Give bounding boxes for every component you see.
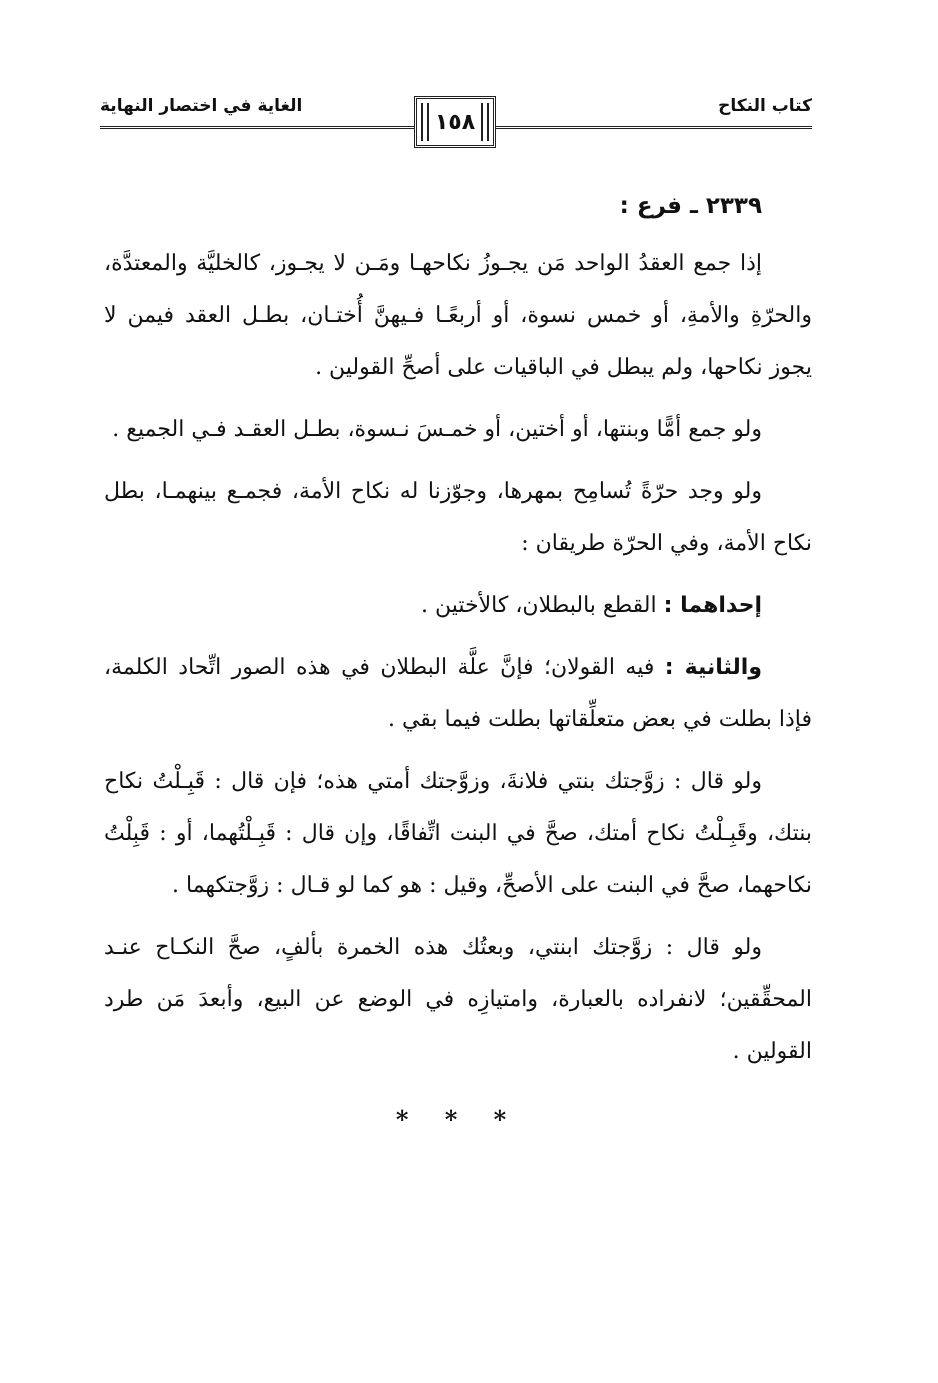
paragraph-lead: والثانية : <box>664 655 762 680</box>
paragraph-text: ولو جمع أمًّا وبنتها، أو أختين، أو خمـسَ نـسوة، بطـل العقـد فـي الجميع . <box>112 417 762 442</box>
page-body <box>104 180 812 1146</box>
paragraph-text: ولو قال : زوَّجتك بنتي فلانةَ، وزوَّجتك أمتي هذه؛ فإن قال : قَبِـلْتُ نكاح بنتك، وقَبِـلْتُ نكاح أمتك، صحَّ في البنت اتِّفاقًا، وإن قال : قَبِـلْتُهما، أو : قَبِلْتُ نكاحهما، صحَّ في البنت على الأصحِّ، وقيل : هو كما لو قـال : زوَّجتكهما . <box>104 769 812 898</box>
paragraph-text: إذا جمع العقدُ الواحد مَن يجـوزُ نكاحهـا ومَـن لا يجـوز، كالخليَّة والمعتدَّة، والحرّةِ والأمةِ، أو خمس نسوة، أو أربعًـا فـيهنَّ أُختـان، بطـل العقد فيمن لا يجوز نكاحها، ولم يبطل في الباقيات على أصحِّ القولين . <box>104 251 812 380</box>
paragraph-text: ولو قال : زوَّجتك ابنتي، وبعتُك هذه الخمرة بألفٍ، صحَّ النكـاح عنـد المحقِّقين؛ لانفراده بالعبارة، وامتيازِه في الوضع عن البيع، وأبعدَ مَن طرد القولين . <box>104 935 812 1064</box>
paragraph <box>104 404 812 456</box>
paragraph-text: ولو وجد حرّةً تُسامِح بمهرها، وجوّزنا له نكاح الأمة، فجمـع بينهمـا، بطل نكاح الأمة، وفي الحرّة طريقان : <box>104 479 812 556</box>
paragraph-text: فيه القولان؛ فإنَّ علَّة البطلان في هذه الصور اتِّحاد الكلمة، فإذا بطلت في بعض متعلِّقاتها بطلت فيما بقي . <box>104 655 812 732</box>
section-separator: * * * <box>395 1105 521 1134</box>
paragraph-text: القطع بالبطلان، كالأختين . <box>421 593 664 618</box>
paragraph <box>104 922 812 1078</box>
paragraph <box>104 466 812 570</box>
page-header <box>100 88 812 158</box>
paragraph <box>104 642 812 746</box>
page-number-frame <box>414 96 496 148</box>
book-title: كتاب النكاح <box>718 96 812 116</box>
section-heading: ٢٣٣٩ ـ فرع : <box>619 193 762 219</box>
paragraph <box>104 580 812 632</box>
work-title: الغاية في اختصار النهاية <box>100 96 303 116</box>
paragraph <box>104 756 812 912</box>
paragraph <box>104 238 812 394</box>
page-number: ١٥٨ <box>434 109 476 135</box>
paragraph-lead: إحداهما : <box>663 593 762 618</box>
